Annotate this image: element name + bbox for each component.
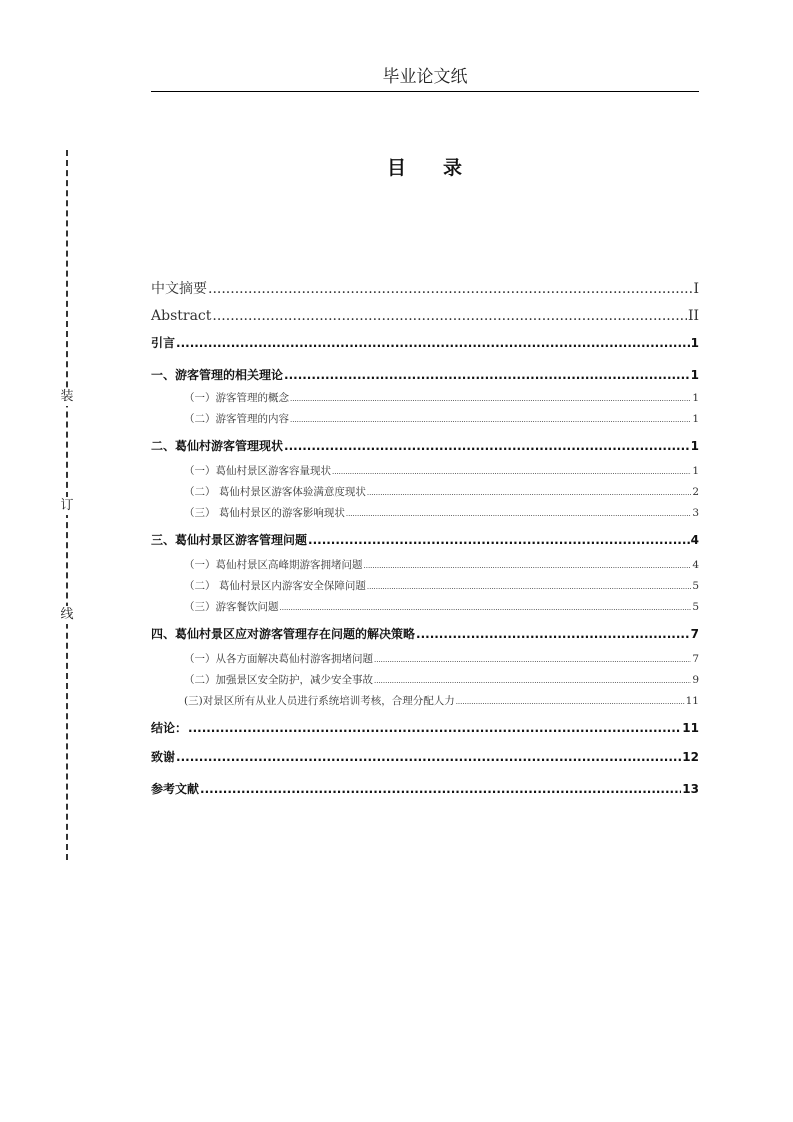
toc-entry-text: （一）葛仙村景区高峰期游客拥堵问题 <box>184 559 363 571</box>
toc-subsection-entry[interactable] <box>184 599 699 614</box>
toc-section-entry[interactable] <box>151 531 699 548</box>
binding-margin <box>58 150 76 860</box>
toc-page-number: 11 <box>682 721 699 735</box>
toc-section-entry[interactable] <box>151 437 699 454</box>
toc-subsection-entry[interactable] <box>184 578 699 593</box>
binding-char-xian: 线 <box>58 606 76 624</box>
toc-page-number: 1 <box>690 336 699 350</box>
toc-entry-text: （一）游客管理的概念 <box>184 392 289 404</box>
toc-title-char: 目 <box>386 157 407 179</box>
toc-page-number: 1 <box>692 413 699 425</box>
toc-entry-text: 中文摘要 <box>151 281 207 297</box>
toc-title-char: 录 <box>443 157 464 179</box>
toc-subsection-entry[interactable] <box>184 672 699 687</box>
toc-page-number: 5 <box>692 580 699 592</box>
toc-dot-leader <box>374 677 691 685</box>
toc-entry-text: （二）加强景区安全防护，减少安全事故 <box>184 674 373 686</box>
toc-dot-leader <box>364 562 692 570</box>
toc-entry-text: 结论： <box>151 721 188 735</box>
toc-subsection-entry[interactable] <box>184 557 699 572</box>
toc-page-number: ⅠⅠ <box>687 308 699 324</box>
toc-dot-leader <box>284 368 690 382</box>
toc-entry-text: （二） 葛仙村景区内游客安全保障问题 <box>184 580 366 592</box>
toc-front-entry[interactable] <box>151 308 699 324</box>
header-title: 毕业论文纸 <box>382 67 468 87</box>
toc-entry-text: 参考文献 <box>151 782 200 796</box>
binding-char-zhuang: 装 <box>58 388 76 406</box>
toc-dot-leader <box>367 583 691 591</box>
toc-subsection-entry[interactable] <box>184 411 699 426</box>
toc-dot-leader <box>456 698 685 706</box>
toc-dot-leader <box>290 395 691 403</box>
toc-dot-leader <box>374 656 691 664</box>
toc-section-entry[interactable] <box>151 780 699 797</box>
toc-subsection-entry[interactable] <box>184 505 699 520</box>
binding-char-ding: 订 <box>58 497 76 515</box>
toc-page-number: 7 <box>690 627 699 641</box>
toc-dot-leader <box>332 468 691 476</box>
toc-subsection-entry[interactable] <box>184 651 699 666</box>
toc-dot-leader <box>200 782 681 796</box>
toc-entry-text: 四、葛仙村景区应对游客管理存在问题的解决策略 <box>151 627 416 641</box>
toc-dot-leader <box>308 533 690 547</box>
toc-page-number: 1 <box>692 392 699 404</box>
toc-section-entry[interactable] <box>151 366 699 383</box>
toc-section-entry[interactable] <box>151 334 699 351</box>
toc-page-number: 9 <box>692 674 699 686</box>
toc-page-number: 12 <box>682 750 699 764</box>
toc-entry-text: （一）葛仙村景区游客容量现状 <box>184 465 331 477</box>
toc-page-number: 1 <box>690 439 699 453</box>
toc-dot-leader <box>284 439 690 453</box>
page-header <box>151 66 699 92</box>
toc-entry-text: （二） 葛仙村景区游客体验满意度现状 <box>184 486 366 498</box>
toc-entry-text: 一、游客管理的相关理论 <box>151 368 284 382</box>
toc-section-entry[interactable] <box>151 748 699 765</box>
toc-page-number: 13 <box>682 782 699 796</box>
toc-entry-text: （三） 葛仙村景区的游客影响现状 <box>184 507 345 519</box>
toc-entry-text: （二）游客管理的内容 <box>184 413 289 425</box>
toc-entry-text: Abstract <box>151 308 212 324</box>
toc-dot-leader <box>176 336 690 350</box>
toc-page-number: 4 <box>690 533 699 547</box>
toc-section-entry[interactable] <box>151 719 699 736</box>
toc-front-entry[interactable] <box>151 278 699 298</box>
toc-dot-leader <box>188 721 681 735</box>
toc-entry-text: 三、葛仙村景区游客管理问题 <box>151 533 308 547</box>
toc-entry-text: 致谢 <box>151 750 176 764</box>
toc-section-entry[interactable] <box>151 625 699 642</box>
toc-page-number: 2 <box>692 486 699 498</box>
toc-page-number: 1 <box>692 465 699 477</box>
toc-dot-leader <box>290 416 691 424</box>
toc-page-number: Ⅰ <box>693 281 699 297</box>
toc-subsection-entry[interactable] <box>184 390 699 405</box>
toc-entry-text: （一）从各方面解决葛仙村游客拥堵问题 <box>184 653 373 665</box>
toc-subsection-entry[interactable] <box>184 463 699 478</box>
toc-page-number: 11 <box>685 695 699 707</box>
toc-page-number: 3 <box>692 507 699 519</box>
toc-dot-leader <box>416 627 690 641</box>
toc-entry-text: (三)对景区所有从业人员进行系统培训考核，合理分配人力 <box>184 695 455 707</box>
toc-title <box>151 155 699 181</box>
toc-subsection-entry[interactable] <box>184 693 699 708</box>
toc-dot-leader <box>212 308 687 324</box>
toc-page-number: 4 <box>692 559 699 571</box>
toc-entry-text: （三）游客餐饮问题 <box>184 601 279 613</box>
toc-entry-text: 引言 <box>151 336 176 350</box>
toc-page-number: 5 <box>692 601 699 613</box>
toc-page-number: 7 <box>692 653 699 665</box>
toc-subsection-entry[interactable] <box>184 484 699 499</box>
toc-dot-leader <box>208 281 692 297</box>
toc-dot-leader <box>367 489 691 497</box>
toc-page-number: 1 <box>690 368 699 382</box>
toc-dot-leader <box>346 510 691 518</box>
toc-entry-text: 二、葛仙村游客管理现状 <box>151 439 284 453</box>
toc-dot-leader <box>176 750 681 764</box>
toc-dot-leader <box>280 604 692 612</box>
